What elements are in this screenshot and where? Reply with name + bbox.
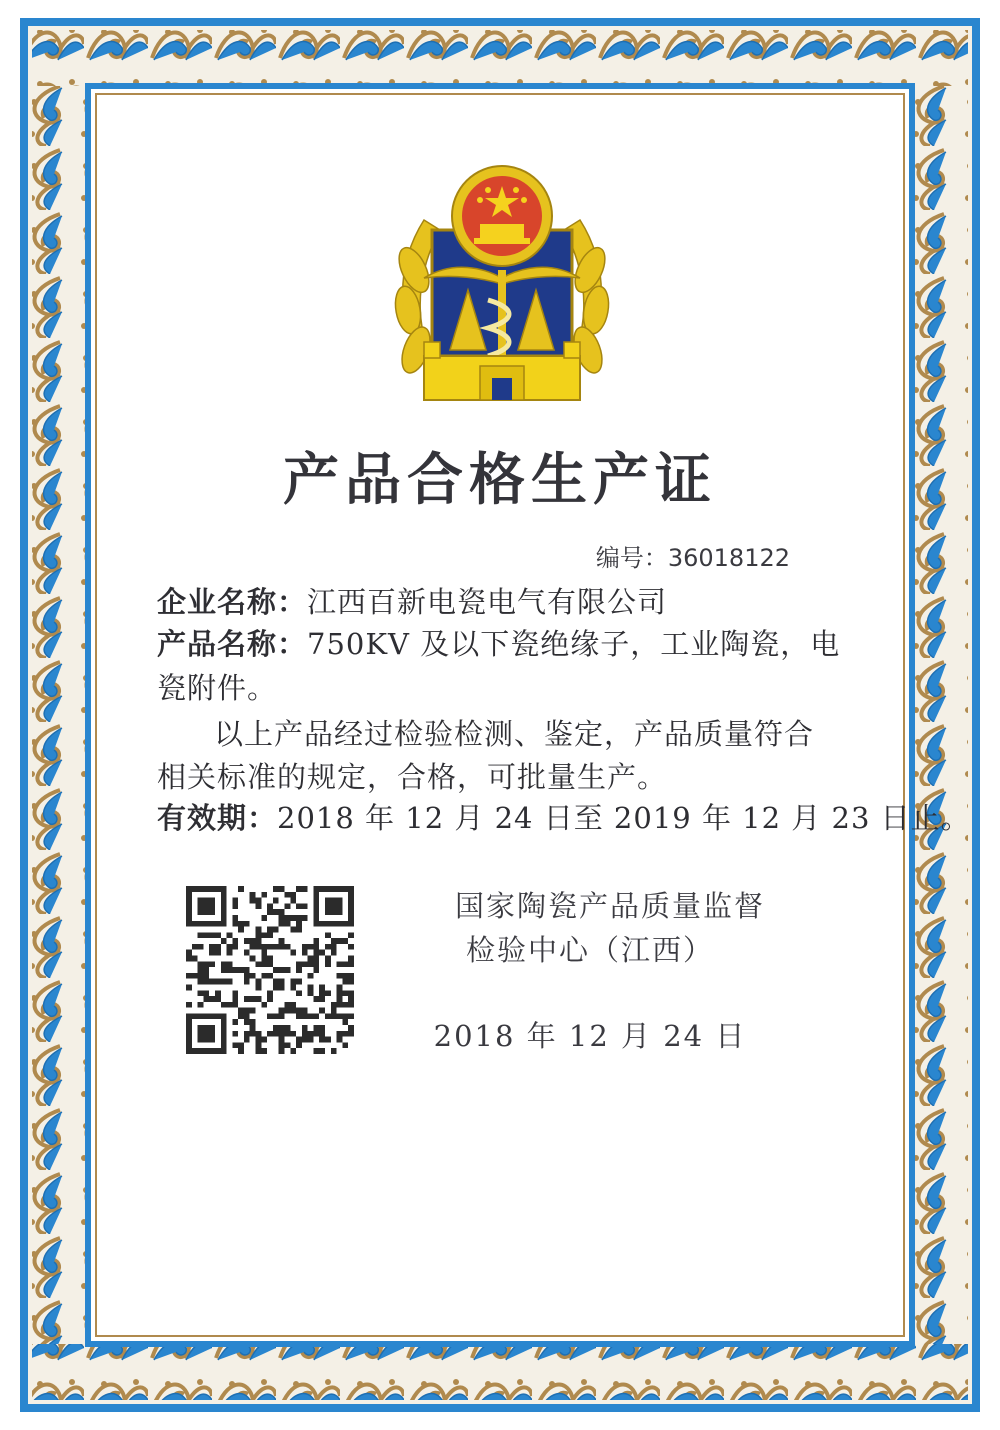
qr-code-icon [186, 886, 354, 1054]
validity-label: 有效期： [157, 801, 278, 835]
company-row [157, 580, 667, 621]
issuer-line2: 检验中心（江西） [465, 933, 714, 967]
statement-line2: 相关标准的规定，合格，可批量生产。 [157, 760, 668, 794]
product-value-line2: 瓷附件。 [157, 671, 278, 705]
statement-line1: 以上产品经过检验检测、鉴定，产品质量符合 [214, 717, 815, 751]
product-value-line1: 750KV 及以下瓷绝缘子，工业陶瓷，电 [307, 627, 841, 661]
certificate-number-label: 编号： [595, 544, 668, 572]
certificate-number [596, 538, 790, 573]
quality-inspection-emblem-icon [384, 160, 620, 416]
issuer-line1: 国家陶瓷产品质量监督 [454, 889, 765, 923]
validity-row [157, 796, 971, 837]
validity-value: 2018 年 12 月 24 日至 2019 年 12 月 23 日止。 [277, 801, 971, 835]
product-row [157, 622, 840, 663]
issue-date: 2018 年 12 月 24 日 [433, 1019, 747, 1053]
certificate-number-value: 36018122 [667, 544, 790, 572]
certificate-title: 产品合格生产证 [283, 447, 717, 513]
company-label: 企业名称： [157, 585, 308, 619]
company-value: 江西百新电瓷电气有限公司 [307, 585, 668, 619]
product-label: 产品名称： [157, 627, 308, 661]
